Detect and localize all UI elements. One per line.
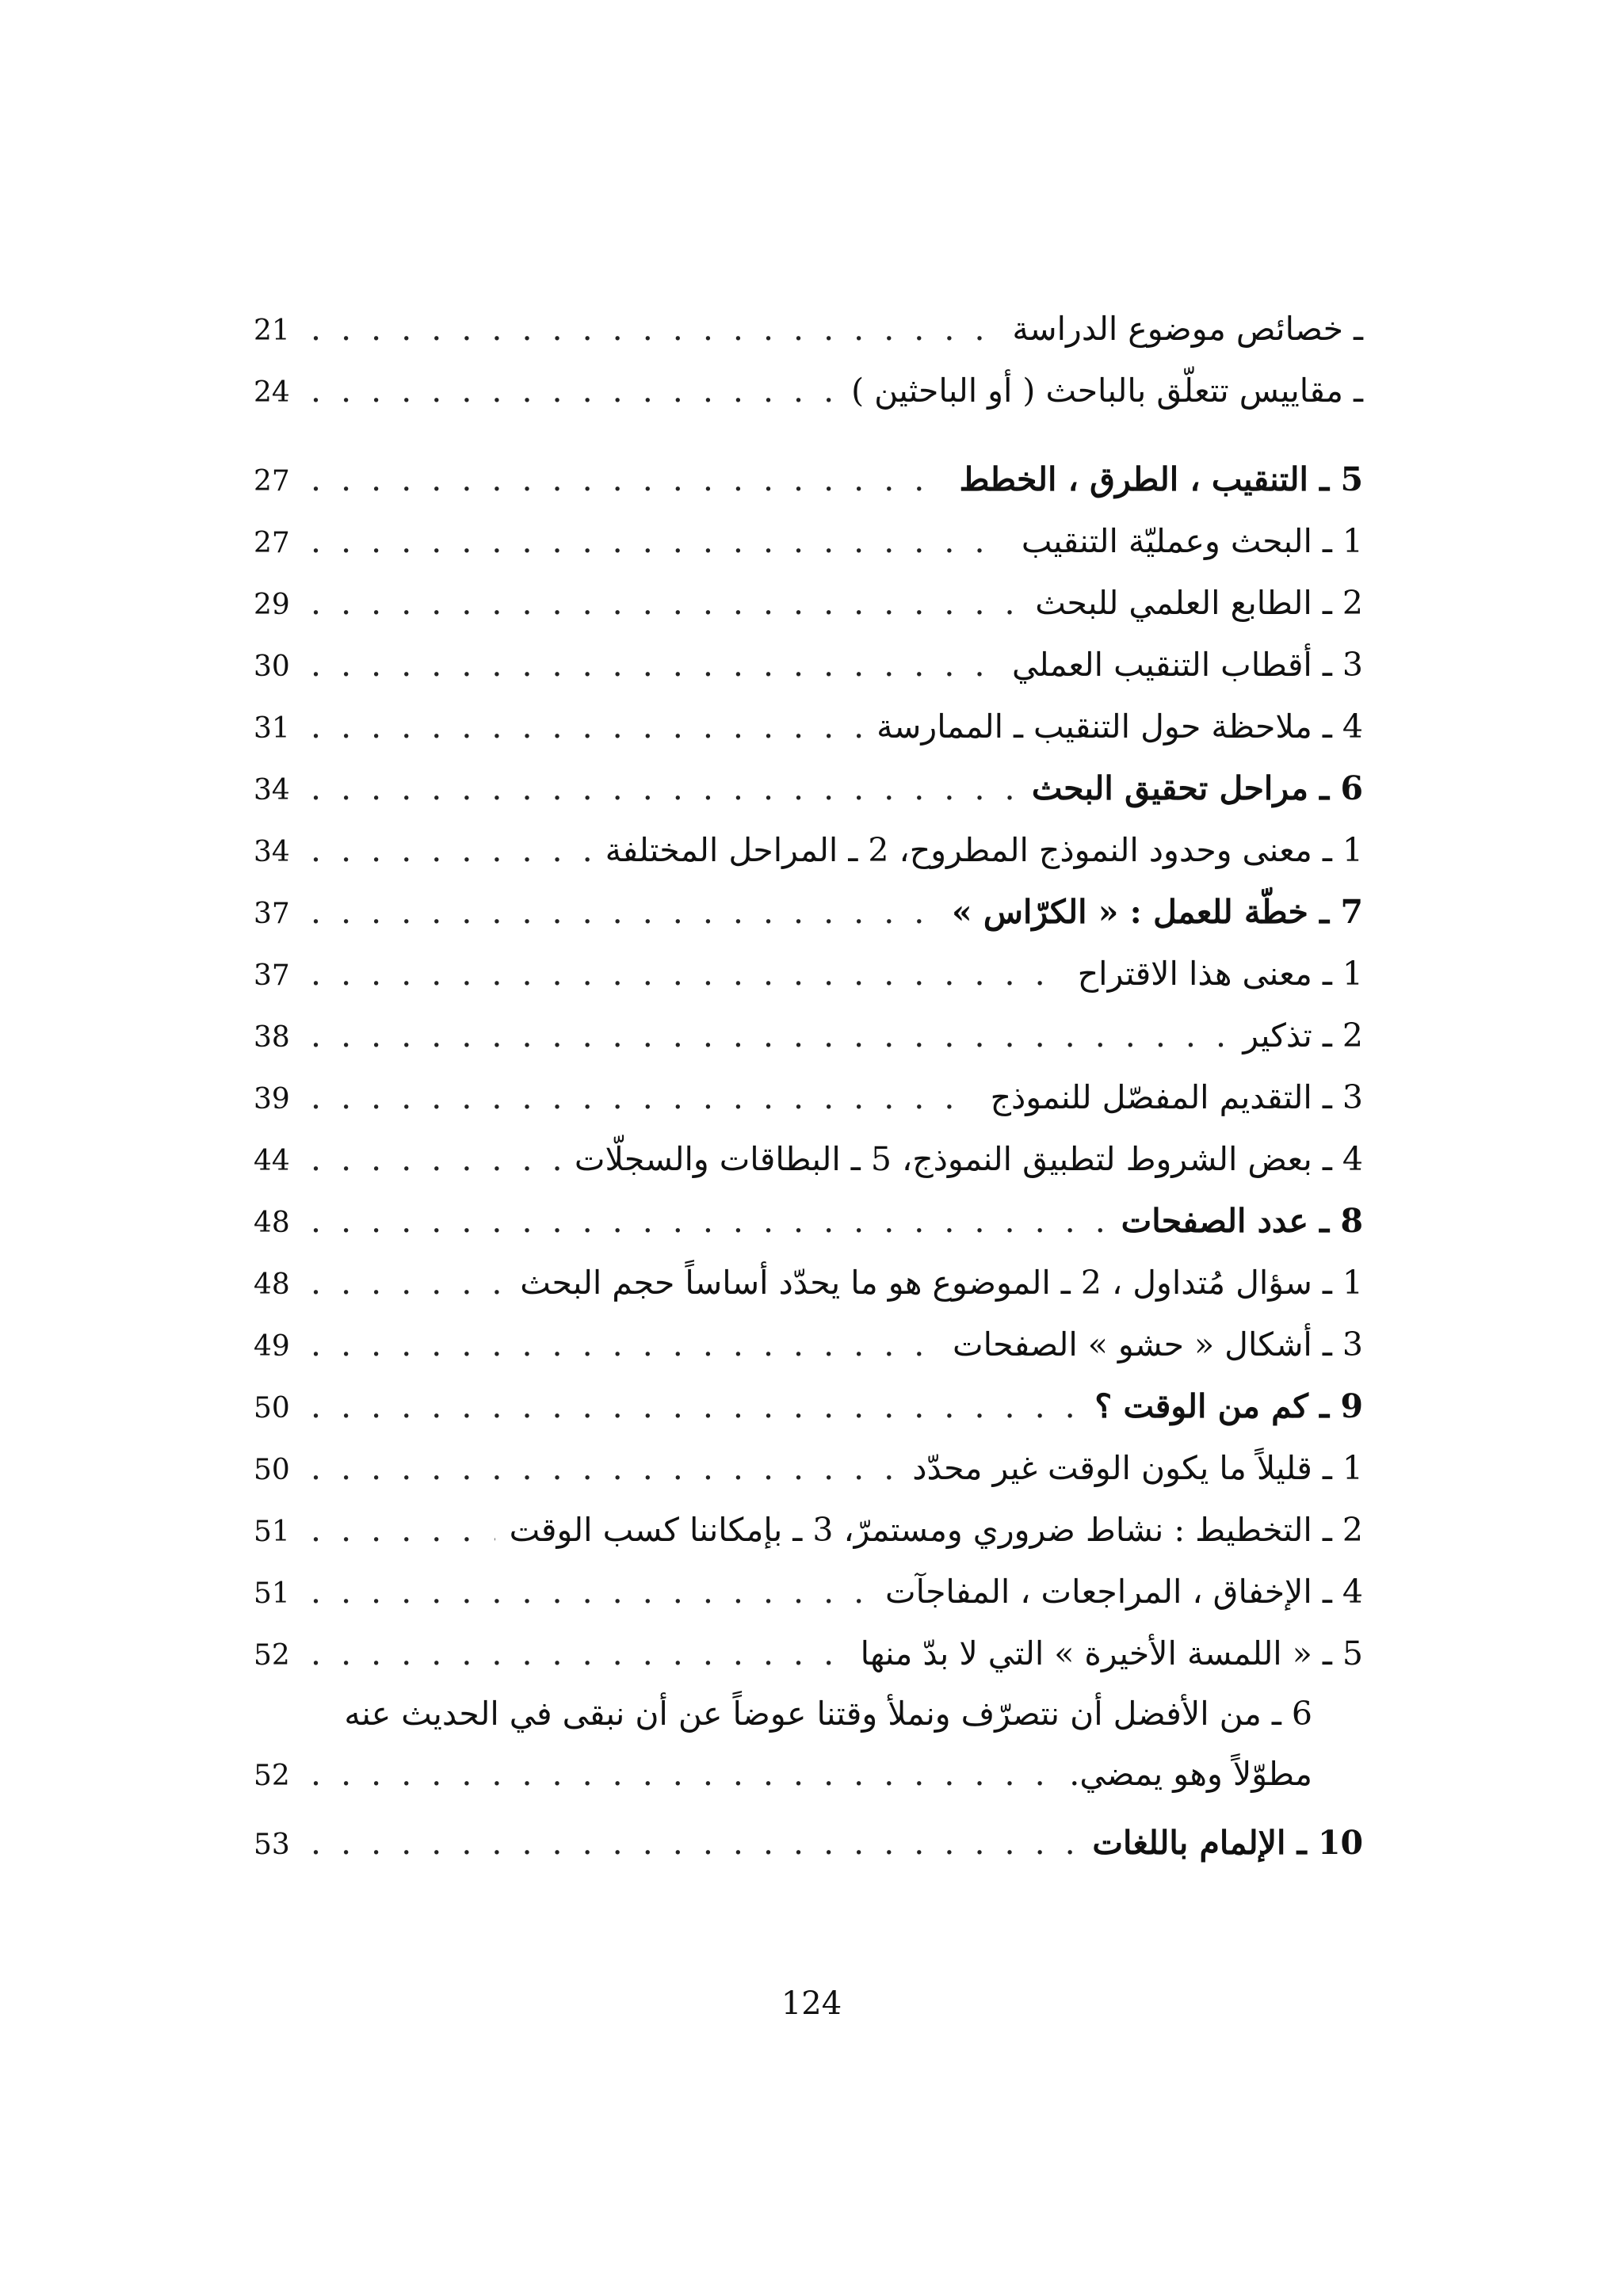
toc-page-ref: 51 — [254, 1516, 290, 1548]
toc-section-heading — [254, 1375, 1363, 1437]
toc-entry — [254, 360, 1363, 421]
toc-entry — [254, 1561, 1363, 1623]
dot-leader — [311, 448, 945, 510]
toc-page-ref: 29 — [254, 589, 290, 621]
toc-page-ref: 50 — [254, 1454, 290, 1486]
toc-entry-text: 10 ـ الإلمام باللغات — [1092, 1824, 1363, 1862]
toc-entry — [254, 1005, 1363, 1066]
toc-page-ref: 48 — [254, 1207, 290, 1239]
dot-leader — [311, 1743, 1055, 1805]
toc-page-ref: 44 — [254, 1145, 290, 1177]
toc-page-ref: 27 — [254, 465, 290, 498]
toc-page-ref: 51 — [254, 1577, 290, 1610]
dot-leader — [311, 360, 837, 421]
dot-leader — [311, 1314, 938, 1375]
toc-page-ref: 27 — [254, 527, 290, 559]
page-number: 124 — [781, 1985, 842, 2022]
toc-entry-text: 5 ـ التنقيب ، الطرق ، الخطط — [959, 460, 1363, 498]
toc-page-ref: 48 — [254, 1268, 290, 1301]
dot-leader — [311, 510, 1007, 572]
toc-entry-text: 4 ـ الإخفاق ، المراجعات ، المفاجآت — [885, 1573, 1363, 1611]
toc-entry — [254, 943, 1363, 1005]
dot-leader — [311, 1005, 1228, 1066]
toc-section-heading — [254, 757, 1363, 819]
toc-entry-text: 4 ـ بعض الشروط لتطبيق النموذج، 5 ـ البطاقات والسجلّات — [574, 1140, 1363, 1178]
toc-page-ref: 30 — [254, 650, 290, 683]
dot-leader — [311, 1375, 1080, 1437]
dot-leader — [311, 819, 591, 881]
toc-entry — [254, 1623, 1363, 1684]
dot-leader — [311, 1805, 1078, 1881]
toc-entry-text: 1 ـ معنى وحدود النموذج المطروح، 2 ـ المراحل المختلفة — [605, 831, 1363, 869]
dot-leader — [311, 757, 1018, 819]
toc-entry — [254, 1314, 1363, 1375]
dot-leader — [311, 1128, 560, 1190]
dot-leader — [311, 1190, 1107, 1252]
toc-entry-text: 3 ـ أقطاب التنقيب العملي — [1011, 646, 1363, 684]
dot-leader — [311, 1252, 506, 1314]
toc-entry — [254, 634, 1363, 696]
toc-entry-text: 3 ـ التقديم المفصّل للنموذج — [990, 1078, 1363, 1116]
toc-entry-text: ـ خصائص موضوع الدراسة — [1012, 310, 1363, 348]
toc-page-ref: 49 — [254, 1330, 290, 1363]
toc-entry — [254, 298, 1363, 360]
toc-entry — [254, 510, 1363, 572]
toc-page-ref: 52 — [254, 1760, 290, 1792]
toc-page-ref: 38 — [254, 1021, 290, 1054]
toc-entry — [254, 696, 1363, 757]
toc-page-ref: 50 — [254, 1392, 290, 1425]
toc-page-ref: 34 — [254, 774, 290, 807]
toc-entry — [254, 1437, 1363, 1499]
toc-page-ref: 21 — [254, 315, 290, 347]
toc-entry-text: 3 ـ أشكال « حشو » الصفحات — [953, 1325, 1363, 1363]
toc-page-ref: 53 — [254, 1829, 290, 1861]
toc-entry — [254, 819, 1363, 881]
dot-leader — [311, 1066, 976, 1128]
toc-entry-text: 1 ـ معنى هذا الاقتراح — [1077, 955, 1363, 993]
toc-section-heading — [254, 1805, 1363, 1881]
toc-entry — [254, 1252, 1363, 1314]
toc-entry — [254, 1128, 1363, 1190]
toc-entry-text: 4 ـ ملاحظة حول التنقيب ـ الممارسة — [876, 707, 1363, 746]
dot-leader — [311, 1437, 898, 1499]
toc-section-heading — [254, 1190, 1363, 1252]
dot-leader — [311, 943, 1064, 1005]
toc-entry-text: مطوّلاً وهو يمضي. — [1069, 1755, 1312, 1793]
toc-page-ref: 37 — [254, 898, 290, 930]
toc-entry-text: 6 ـ مراحل تحقيق البحث — [1031, 769, 1363, 807]
toc-entry-text: 2 ـ التخطيط : نشاط ضروري ومستمرّ، 3 ـ بإمكاننا كسب الوقت — [509, 1511, 1363, 1549]
toc-page-ref: 37 — [254, 959, 290, 992]
toc-entry — [254, 1066, 1363, 1128]
toc-entry-text: ـ مقاييس تتعلّق بالباحث ( أو الباحثين ) — [851, 372, 1363, 410]
toc-entry-text: 5 ـ « اللمسة الأخيرة » التي لا بدّ منها — [860, 1634, 1363, 1672]
toc-entry-text: 1 ـ سؤال مُتداول ، 2 ـ الموضوع هو ما يحدّد أساساً حجم البحث — [520, 1264, 1363, 1302]
toc-entry-text: 8 ـ عدد الصفحات — [1121, 1202, 1363, 1240]
toc-entry-text: 7 ـ خطّة للعمل : « الكرّاس » — [952, 893, 1363, 931]
dot-leader — [311, 298, 998, 360]
toc-page-ref: 52 — [254, 1639, 290, 1672]
toc-entry — [254, 572, 1363, 634]
dot-leader — [311, 572, 1021, 634]
dot-leader — [311, 1561, 871, 1623]
toc-page-ref: 24 — [254, 376, 290, 409]
toc-section-heading — [254, 881, 1363, 943]
dot-leader — [311, 881, 938, 943]
toc-entry-text: 1 ـ قليلاً ما يكون الوقت غير محدّد — [912, 1449, 1363, 1487]
dot-leader — [311, 1623, 846, 1684]
table-of-contents — [254, 298, 1363, 1881]
dot-leader — [311, 634, 998, 696]
toc-page-ref: 31 — [254, 712, 290, 745]
toc-entry-text: 1 ـ البحث وعمليّة التنقيب — [1021, 522, 1363, 560]
toc-section-heading — [254, 448, 1363, 510]
dot-leader — [311, 1499, 495, 1561]
toc-entry-continuation — [254, 1743, 1363, 1805]
toc-entry-text: 2 ـ الطابع العلمي للبحث — [1035, 584, 1363, 622]
toc-entry-text: 9 ـ كم من الوقت ؟ — [1094, 1387, 1363, 1425]
toc-page-ref: 34 — [254, 836, 290, 868]
toc-entry-text: 2 ـ تذكير — [1243, 1016, 1363, 1055]
toc-entry — [254, 1499, 1363, 1561]
toc-page-ref: 39 — [254, 1083, 290, 1116]
dot-leader — [311, 696, 862, 757]
toc-entry-first-line: 6 ـ من الأفضل أن نتصرّف ونملأ وقتنا عوضاً عن أن نبقى في الحديث عنه — [344, 1695, 1312, 1733]
